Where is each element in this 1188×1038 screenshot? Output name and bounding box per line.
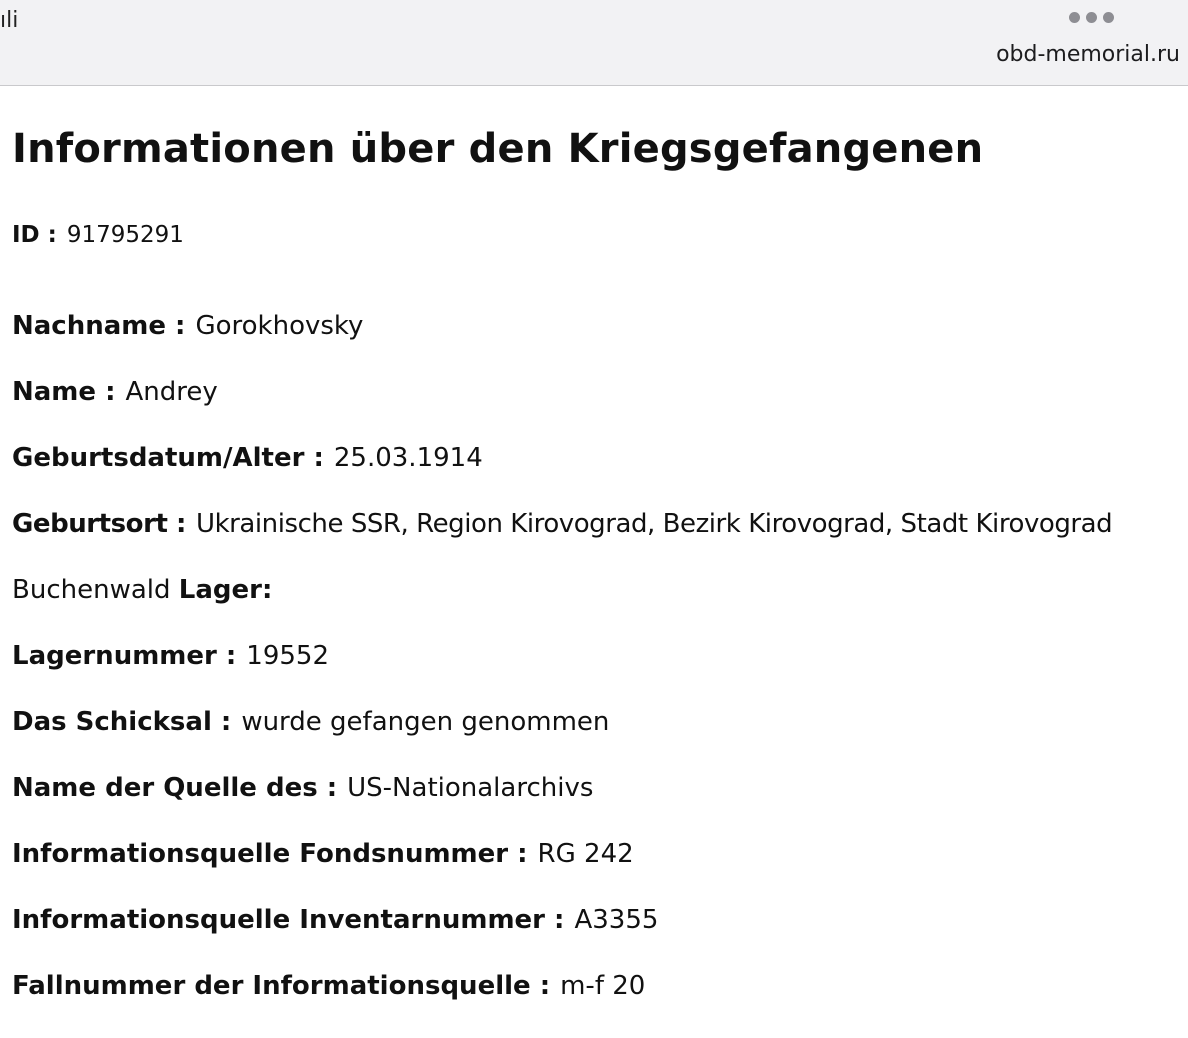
geburtsdatum-label: Geburtsdatum/Alter : <box>12 443 324 473</box>
geburtsdatum-row <box>12 441 483 475</box>
fondsnummer-row <box>12 837 634 871</box>
fondsnummer-label: Informationsquelle Fondsnummer : <box>12 839 528 869</box>
schicksal-value: wurde gefangen genommen <box>241 707 610 737</box>
name-row <box>12 375 218 409</box>
schicksal-label: Das Schicksal : <box>12 707 232 737</box>
fallnummer-row <box>12 969 645 1003</box>
id-label: ID : <box>12 222 57 248</box>
geburtsort-value: Ukrainische SSR, Region Kirovograd, Bezirk Kirovograd, Stadt Kirovograd <box>196 509 1113 539</box>
nachname-row <box>12 309 363 343</box>
lager-row <box>12 573 272 607</box>
name-value: Andrey <box>125 377 218 407</box>
signal-indicator: ıli <box>0 8 19 33</box>
name-label: Name : <box>12 377 116 407</box>
id-value: 91795291 <box>66 222 184 248</box>
lagernummer-label: Lagernummer : <box>12 641 237 671</box>
url-label[interactable]: obd-memorial.ru <box>996 42 1180 67</box>
geburtsort-row <box>12 507 1112 541</box>
inventarnummer-value: A3355 <box>574 905 659 935</box>
fallnummer-label: Fallnummer der Informationsquelle : <box>12 971 551 1001</box>
page-title: Informationen über den Kriegsgefangenen <box>12 126 984 172</box>
fondsnummer-value: RG 242 <box>537 839 634 869</box>
fallnummer-value: m-f 20 <box>560 971 646 1001</box>
schicksal-row <box>12 705 609 739</box>
quelle-label: Name der Quelle des : <box>12 773 338 803</box>
quelle-value: US-Nationalarchivs <box>347 773 594 803</box>
lager-value: Buchenwald <box>12 575 171 605</box>
browser-top-bar <box>0 0 1188 86</box>
nachname-label: Nachname : <box>12 311 186 341</box>
id-row <box>12 218 184 252</box>
lagernummer-row <box>12 639 329 673</box>
inventarnummer-label: Informationsquelle Inventarnummer : <box>12 905 565 935</box>
ellipsis-icon[interactable] <box>1069 12 1114 23</box>
geburtsdatum-value: 25.03.1914 <box>333 443 483 473</box>
lager-label: Lager: <box>178 575 273 605</box>
lagernummer-value: 19552 <box>246 641 330 671</box>
inventarnummer-row <box>12 903 658 937</box>
geburtsort-label: Geburtsort : <box>12 509 186 539</box>
nachname-value: Gorokhovsky <box>195 311 364 341</box>
quelle-row <box>12 771 593 805</box>
